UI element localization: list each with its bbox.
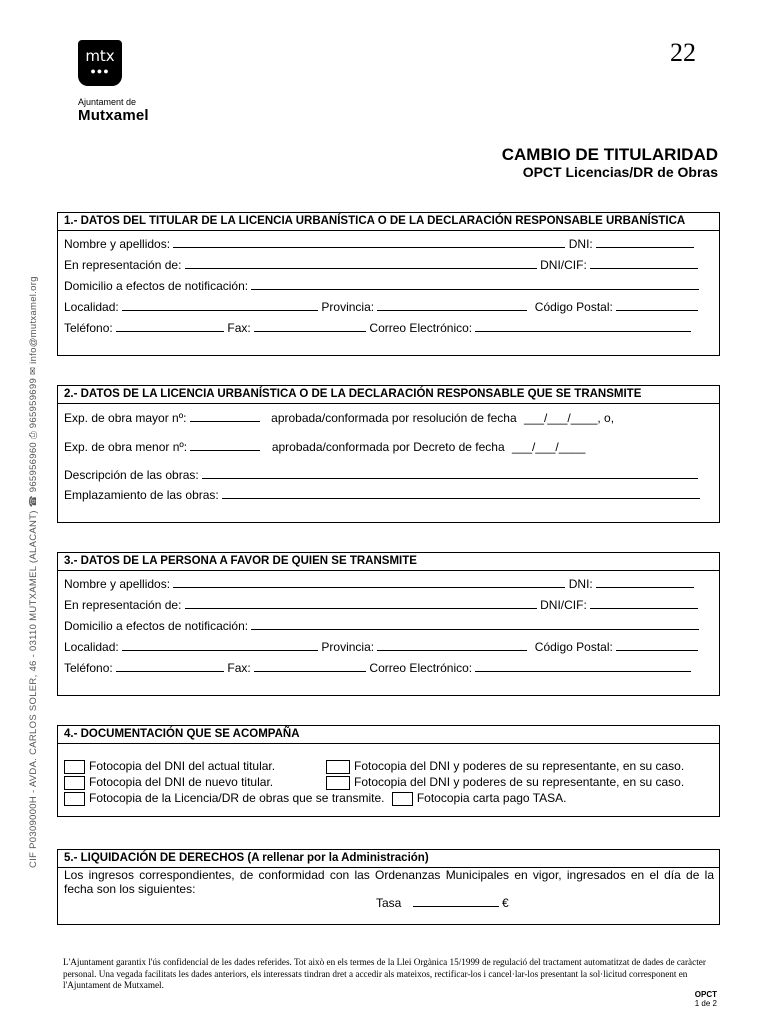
s5-tasa-row [376, 896, 509, 910]
doc-item-2 [326, 759, 684, 774]
s3-dom-label: Domicilio a efectos de notificación: [64, 619, 249, 633]
page-count: 1 de 2 [694, 999, 717, 1008]
doc-label-3: Fotocopia del DNI de nuevo titular. [89, 775, 274, 789]
s1-cp-field[interactable] [616, 300, 698, 311]
municipality-logo [78, 40, 122, 86]
doc-checkbox-1[interactable] [64, 760, 85, 774]
s2-menor-field[interactable] [190, 440, 260, 451]
section-2 [57, 385, 720, 523]
s3-cp-field[interactable] [616, 640, 698, 651]
section-3 [57, 552, 720, 696]
doc-label-6: Fotocopia carta pago TASA. [416, 791, 567, 805]
s1-tel-row [64, 321, 691, 335]
s1-tel-label: Teléfono: [64, 321, 113, 335]
s1-name-field[interactable] [173, 237, 565, 248]
doc-checkbox-3[interactable] [64, 776, 85, 790]
doc-item-4 [326, 775, 684, 790]
s2-desc-label: Descripción de las obras: [64, 468, 199, 482]
doc-label-5: Fotocopia de la Licencia/DR de obras que se transmite. [89, 791, 385, 805]
s1-prov-field[interactable] [377, 300, 527, 311]
ajuntament-label: Ajuntament de [78, 97, 137, 107]
s3-prov-field[interactable] [377, 640, 527, 651]
s2-mayor-aprob: aprobada/conformada por resolución de fecha [271, 411, 517, 425]
municipality-name: Mutxamel [78, 107, 149, 124]
s3-rep-row [64, 598, 698, 612]
s3-rep-label: En representación de: [64, 598, 182, 612]
section-5 [57, 849, 720, 925]
s3-email-label: Correo Electrónico: [369, 661, 473, 675]
s1-cp-label: Código Postal: [534, 300, 613, 314]
s1-loc-row [64, 300, 698, 314]
s5-text: Los ingresos correspondientes, de conformidad con las Ordenanzas Municipales en vigor, ingresados en el día de la fecha son los siguientes: [64, 868, 714, 896]
s1-rep-field[interactable] [185, 258, 537, 269]
s2-empl-field[interactable] [222, 488, 700, 499]
logo-text: mtx [85, 47, 115, 65]
doc-label-2: Fotocopia del DNI y poderes de su representante, en su caso. [354, 759, 685, 773]
s1-loc-label: Localidad: [64, 300, 119, 314]
section-4 [57, 725, 720, 817]
doc-checkbox-5[interactable] [64, 792, 85, 806]
s3-dnicif-label: DNI/CIF: [540, 598, 587, 612]
s1-dni-field[interactable] [596, 237, 694, 248]
s3-fax-field[interactable] [254, 661, 366, 672]
s3-tel-row [64, 661, 691, 675]
s2-mayor-label: Exp. de obra mayor nº: [64, 411, 187, 425]
s3-name-label: Nombre y apellidos: [64, 577, 171, 591]
s3-dnicif-field[interactable] [590, 598, 698, 609]
s3-name-row [64, 577, 694, 591]
s1-fax-label: Fax: [227, 321, 251, 335]
s3-prov-label: Provincia: [321, 640, 375, 654]
s3-loc-label: Localidad: [64, 640, 119, 654]
s1-rep-row [64, 258, 698, 272]
s3-fax-label: Fax: [227, 661, 251, 675]
s1-prov-label: Provincia: [321, 300, 375, 314]
page-number: 22 [670, 38, 696, 67]
vertical-contact-text: CIF P0309000H - AVDA. CARLOS SOLER, 46 - 03110 MUTXAMEL (ALACANT) ☎ 965956960 ⎙ 965959699 ✉ info@mutxamel.org [28, 276, 39, 868]
form-code: OPCT [694, 990, 717, 999]
document-title: CAMBIO DE TITULARIDAD [501, 145, 718, 164]
legal-notice: L'Ajuntament garantix l'ús confidencial de les dades referides. Tot això en els termes de la Llei Orgànica 15/1999 de regulació del tractament automatitzat de dades de caràcter personal. Una vegada facilitats les dades anteriors, els interessats tindran dret a accedir als mateixos, rectificar-los i cancel·lar-los presentant la sol·licitud corresponent en l'Ajuntament de Mutxamel. [63, 957, 706, 990]
section-4-heading: 4.- DOCUMENTACIÓN QUE SE ACOMPAÑA [58, 726, 719, 744]
section-1 [57, 212, 720, 356]
s3-tel-field[interactable] [116, 661, 224, 672]
s1-dni-label: DNI: [568, 237, 593, 251]
s2-menor-aprob: aprobada/conformada por Decreto de fecha [271, 440, 505, 454]
s3-rep-field[interactable] [185, 598, 537, 609]
s2-menor-row [64, 440, 585, 454]
s1-dnicif-field[interactable] [590, 258, 698, 269]
s3-loc-row [64, 640, 698, 654]
s3-dni-label: DNI: [568, 577, 593, 591]
s3-loc-field[interactable] [122, 640, 318, 651]
s2-empl-label: Emplazamiento de las obras: [64, 488, 219, 502]
s1-dom-field[interactable] [251, 279, 699, 290]
doc-label-1: Fotocopia del DNI del actual titular. [89, 759, 276, 773]
s3-dom-field[interactable] [251, 619, 699, 630]
s1-name-label: Nombre y apellidos: [64, 237, 171, 251]
s2-mayor-date[interactable]: ___/___/____, o, [523, 411, 615, 425]
logo-dots: ●●● [90, 66, 110, 76]
s1-dom-label: Domicilio a efectos de notificación: [64, 279, 249, 293]
section-1-heading: 1.- DATOS DEL TITULAR DE LA LICENCIA URBANÍSTICA O DE LA DECLARACIÓN RESPONSABLE URBANÍSTICA [58, 213, 719, 231]
s5-tasa-field[interactable] [413, 896, 499, 907]
section-3-heading: 3.- DATOS DE LA PERSONA A FAVOR DE QUIEN SE TRANSMITE [58, 553, 719, 571]
s1-fax-field[interactable] [254, 321, 366, 332]
s2-desc-field[interactable] [202, 468, 698, 479]
doc-label-4: Fotocopia del DNI y poderes de su representante, en su caso. [354, 775, 685, 789]
s1-email-label: Correo Electrónico: [369, 321, 473, 335]
s3-dom-row [64, 619, 699, 633]
s5-currency: € [502, 896, 509, 910]
s2-desc-row [64, 468, 698, 482]
s2-menor-date[interactable]: ___/___/____ [511, 440, 586, 454]
s2-mayor-row [64, 411, 614, 425]
s3-dni-field[interactable] [596, 577, 694, 588]
doc-checkbox-6[interactable] [392, 792, 413, 806]
section-2-heading: 2.- DATOS DE LA LICENCIA URBANÍSTICA O DE LA DECLARACIÓN RESPONSABLE QUE SE TRANSMITE [58, 386, 719, 404]
doc-item-5 [64, 791, 567, 806]
s1-loc-field[interactable] [122, 300, 318, 311]
s1-email-field[interactable] [475, 321, 691, 332]
doc-item-3 [64, 775, 273, 790]
s1-dom-row [64, 279, 699, 293]
s1-tel-field[interactable] [116, 321, 224, 332]
document-subtitle: OPCT Licencias/DR de Obras [522, 164, 718, 180]
s1-rep-label: En representación de: [64, 258, 182, 272]
section-5-heading: 5.- LIQUIDACIÓN DE DERECHOS (A rellenar por la Administración) [58, 850, 719, 868]
s3-email-field[interactable] [475, 661, 691, 672]
s2-mayor-field[interactable] [190, 411, 260, 422]
s3-tel-label: Teléfono: [64, 661, 113, 675]
s2-empl-row [64, 488, 700, 502]
doc-checkbox-4[interactable] [326, 776, 350, 790]
s1-dnicif-label: DNI/CIF: [540, 258, 587, 272]
s1-name-row [64, 237, 694, 251]
s2-menor-label: Exp. de obra menor nº: [64, 440, 188, 454]
doc-item-1 [64, 759, 275, 774]
s5-tasa-label: Tasa [376, 896, 402, 910]
s3-name-field[interactable] [173, 577, 565, 588]
doc-checkbox-2[interactable] [326, 760, 350, 774]
s3-cp-label: Código Postal: [534, 640, 613, 654]
